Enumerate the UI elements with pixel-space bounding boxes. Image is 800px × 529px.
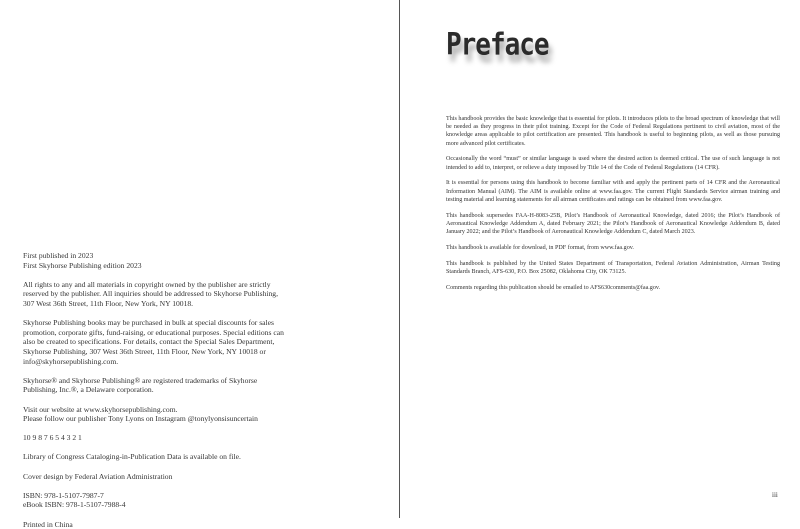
preface-paragraph: This handbook supersedes FAA-H-8083-25B, Pilot’s Handbook of Aeronautical Knowledge, dated 2016; the Pilot’s Handbook of Aeronautical Knowledge Addendum A, dated February 2021; the Pilot’s Handbook of Aeronautical Knowledge Addendum B, dated January 2022; and the Pilot’s Handbook of Aeronautical Knowledge Addendum C, dated March 2023. [446,212,780,236]
preface-paragraph: This handbook is published by the United States Department of Transportation, Federal Aviation Administration, Airman Testing Standards Branch, AFS-630, P.O. Box 25082, Oklahoma City, OK 73125. [446,260,780,275]
preface-paragraph: This handbook is available for download, in PDF format, from www.faa.gov. [446,244,634,251]
copyright-text-block [23,251,285,529]
preface-paragraph: It is essential for persons using this handbook to become familiar with and apply the pertinent parts of 14 CFR and the Aeronautical Information Manual (AIM). The AIM is available online at www.faa.gov. The current Flight Standards Service airman training and testing material and learning statements for all airman certificates and ratings can be obtained from www.faa.gov. [446,180,780,203]
page-title: Preface [446,28,549,63]
copyright-cip-data: Library of Congress Cataloging-in-Publication Data is available on file. [23,452,241,462]
preface-paragraph: This handbook provides the basic knowledge that is essential for pilots. It introduces pilots to the broad spectrum of knowledge that will be needed as they progress in their pilot training. Except for the Code of Federal Regulations pertinent to civil aviation, most of the knowledge areas applicable to pilot certification are presented. This handbook is useful to beginning pilots, as well as those pursuing more advanced pilot certificates. [446,116,780,147]
copyright-isbn: ISBN: 978-1-5107-7987-7 eBook ISBN: 978-1-5107-7988-4 [23,490,126,510]
copyright-website: Visit our website at www.skyhorsepublishing.com. Please follow our publisher Tony Lyons on Instagram @tonylyonsisuncertain [23,404,258,424]
copyright-page [0,0,399,529]
copyright-bulk-sales: Skyhorse Publishing books may be purchased in bulk at special discounts for sales promotion, corporate gifts, fund-raising, or educational purposes. Special editions can also be created to specifications. For details, contact the Special Sales Department, Skyhorse Publishing, 307 West 36th Street, 11th Floor, New York, NY 10018 or info@skyhorsepublishing.com. [23,318,284,366]
preface-body [446,115,780,299]
preface-paragraph: Comments regarding this publication should be emailed to AFS630comments@faa.gov. [446,284,661,291]
copyright-cover-design: Cover design by Federal Aviation Administration [23,471,173,481]
copyright-printed-in: Printed in China [23,519,73,529]
preface-paragraph: Occasionally the word “must” or similar language is used where the desired action is deemed critical. The use of such language is not intended to add to, interpret, or relieve a duty imposed by Title 14 of the Code of Federal Regulations (14 CFR). [446,156,780,171]
copyright-trademarks: Skyhorse® and Skyhorse Publishing® are registered trademarks of Skyhorse Publishing, Inc.®, a Delaware corporation. [23,375,258,395]
page-gutter-divider [399,0,400,518]
page-number: iii [772,491,778,499]
copyright-rights-notice: All rights to any and all materials in copyright owned by the publisher are strictly reserved by the publisher. All inquiries should be addressed to Skyhorse Publishing, 307 West 36th Street, 11th Floor, New York, NY 10018. [23,279,278,308]
copyright-first-published: First published in 2023 First Skyhorse Publishing edition 2023 [23,251,142,270]
copyright-print-line: 10 9 8 7 6 5 4 3 2 1 [23,433,82,443]
